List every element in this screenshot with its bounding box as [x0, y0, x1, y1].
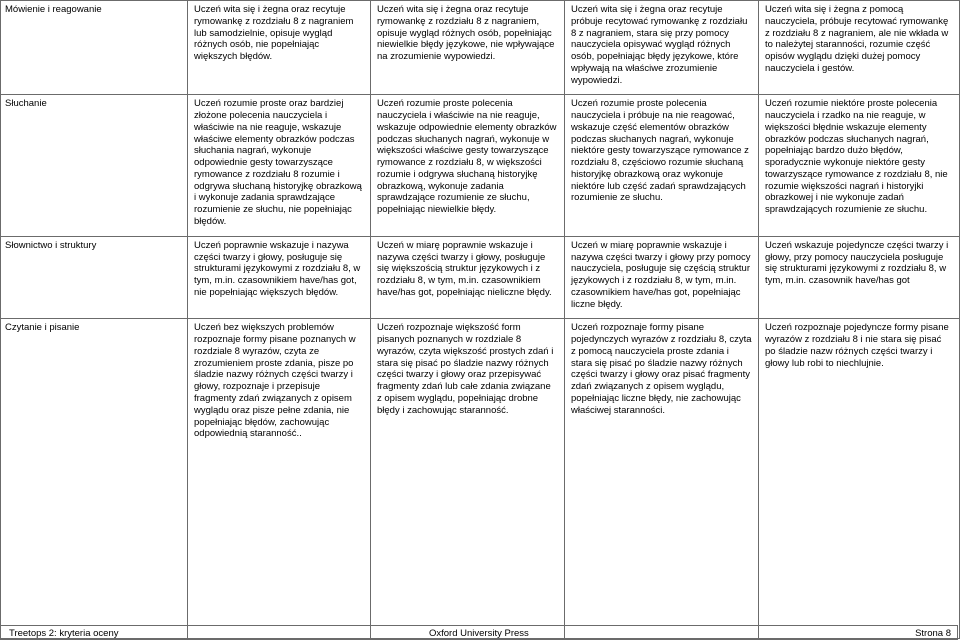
criteria-cell: Uczeń rozumie niektóre proste polecenia nauczyciela i rzadko na nie reaguje, w większości błędnie wskazuje elementy obrazków podczas słuchanych nagrań, popełniając bardzo dużo błędów, sporadycznie wykonuje niektóre gesty towarzyszące rymowance z rozdziału 8, nie rozumie większości nagrań i historyjki obrazkowej i nie wykonuje zadań sprawdzających rozumienie ze słuchu. [759, 95, 960, 236]
criteria-cell: Uczeń poprawnie wskazuje i nazywa części twarzy i głowy, posługuje się strukturami językowymi z rozdziału 8, w tym, m.in. czasownikiem have/has got, nie popełniając większych błędów. [188, 236, 371, 319]
table-row [1, 319, 960, 639]
table-row [1, 1, 960, 95]
table-row [1, 95, 960, 236]
row-label: Słownictwo i struktury [1, 236, 188, 319]
criteria-cell: Uczeń wskazuje pojedyncze części twarzy i głowy, przy pomocy nauczyciela posługuje się strukturami językowymi z rozdziału 8, w tym, m.in. czasownik have/has got [759, 236, 960, 319]
table-row [1, 236, 960, 319]
criteria-cell: Uczeń rozpoznaje pojedyncze formy pisane wyrazów z rozdziału 8 i nie stara się pisać po śladzie nazw różnych części twarzy i głowy lub robi to niechlujnie. [759, 319, 960, 639]
criteria-cell: Uczeń rozpoznaje formy pisane pojedynczych wyrazów z rozdziału 8, czyta z pomocą nauczyciela proste zdania i stara się pisać po śladzie nazwy różnych części twarzy i głowy oraz pisać fragmenty zdań związanych z opisem wyglądu, popełniając liczne błędy, nie zachowując właściwej staranności. [565, 319, 759, 639]
footer-page-number: Strona 8 [915, 628, 951, 639]
criteria-cell: Uczeń wita się i żegna oraz recytuje rymowankę z rozdziału 8 z nagraniem, opisuje wygląd różnych osób, popełniając niewielkie błędy językowe, nie wpływające na zrozumienie wypowiedzi. [371, 1, 565, 95]
criteria-cell: Uczeń w miarę poprawnie wskazuje i nazywa części twarzy i głowy, posługuje się większością struktur językowych i z rozdziału 8, w tym, m.in. czasownikiem have/has got, popełniając nieliczne błędy. [371, 236, 565, 319]
footer-title: Treetops 2: kryteria oceny [9, 628, 119, 639]
criteria-cell: Uczeń w miarę poprawnie wskazuje i nazywa części twarzy i głowy przy pomocy nauczyciela, posługuje się częścią struktur językowych i z rozdziału 8, w tym, m.in. czasownikiem have/has got, popełniając liczne błędy. [565, 236, 759, 319]
page-footer [0, 625, 958, 640]
criteria-cell: Uczeń rozumie proste polecenia nauczyciela i właściwie na nie reaguje, wskazuje odpowiednie elementy obrazków podczas słuchanych nagrań, wykonuje w większości właściwe gesty towarzyszące rymowance z rozdziału 8, w większości rozumie i odgrywa słuchaną historyjkę obrazkową, wykonuje zadania sprawdzające rozumienie ze słuchu, popełniając niewielkie błędy. [371, 95, 565, 236]
row-label: Słuchanie [1, 95, 188, 236]
row-label: Czytanie i pisanie [1, 319, 188, 639]
row-label: Mówienie i reagowanie [1, 1, 188, 95]
criteria-cell: Uczeń rozumie proste oraz bardziej złożone polecenia nauczyciela i właściwie na nie reaguje, wskazuje właściwe elementy obrazków podczas słuchania nagrań, wykonuje odpowiednie gesty towarzyszące rymowance z rozdziału 8 rozumie i odgrywa słuchaną historyjkę obrazkową i wykonuje zadania sprawdzające rozumienie ze słuchu, nie popełniając błędów. [188, 95, 371, 236]
criteria-cell: Uczeń wita się i żegna z pomocą nauczyciela, próbuje recytować rymowankę z rozdziału 8 z nagraniem, ale nie wkłada w to należytej staranności, rozumie część opisów wyglądu dzięki dużej pomocy nauczyciela i gestów. [759, 1, 960, 95]
criteria-cell: Uczeń bez większych problemów rozpoznaje formy pisane poznanych w rozdziale 8 wyrazów, czyta ze zrozumieniem proste zdania, pisze po śladzie nazwy różnych części twarzy i głowy, rozpoznaje i przepisuje fragmenty zdań związanych z opisem wyglądu oraz pisze pełne zdania, nie popełniając błędów, zachowując odpowiednią staranność.. [188, 319, 371, 639]
criteria-cell: Uczeń wita się i żegna oraz recytuje próbuje recytować rymowankę z rozdziału 8 z nagraniem, stara się przy pomocy nauczyciela opisywać wygląd różnych osób, popełniając błędy językowe, które wpływają na właściwe zrozumienie wypowiedzi. [565, 1, 759, 95]
criteria-cell: Uczeń rozumie proste polecenia nauczyciela i próbuje na nie reagować, wskazuje część elementów obrazków podczas słuchanych nagrań, wykonuje niektóre gesty towarzyszące rymowance z rozdziału 8, częściowo rozumie słuchaną historyjkę obrazkową oraz wykonuje niektóre lub część zadań sprawdzających rozumienie ze słuchu. [565, 95, 759, 236]
criteria-cell: Uczeń wita się i żegna oraz recytuje rymowankę z rozdziału 8 z nagraniem lub samodzielnie, opisuje wygląd różnych osób, nie popełniając większych błędów. [188, 1, 371, 95]
criteria-cell: Uczeń rozpoznaje większość form pisanych poznanych w rozdziale 8 wyrazów, czyta większość prostych zdań i stara się pisać po śladzie nazwy różnych części twarzy i głowy oraz przepisywać fragmenty zdań lub całe zdania związane z opisem wyglądu, popełniając drobne błędy i zachowując staranność. [371, 319, 565, 639]
footer-publisher: Oxford University Press [429, 628, 529, 639]
